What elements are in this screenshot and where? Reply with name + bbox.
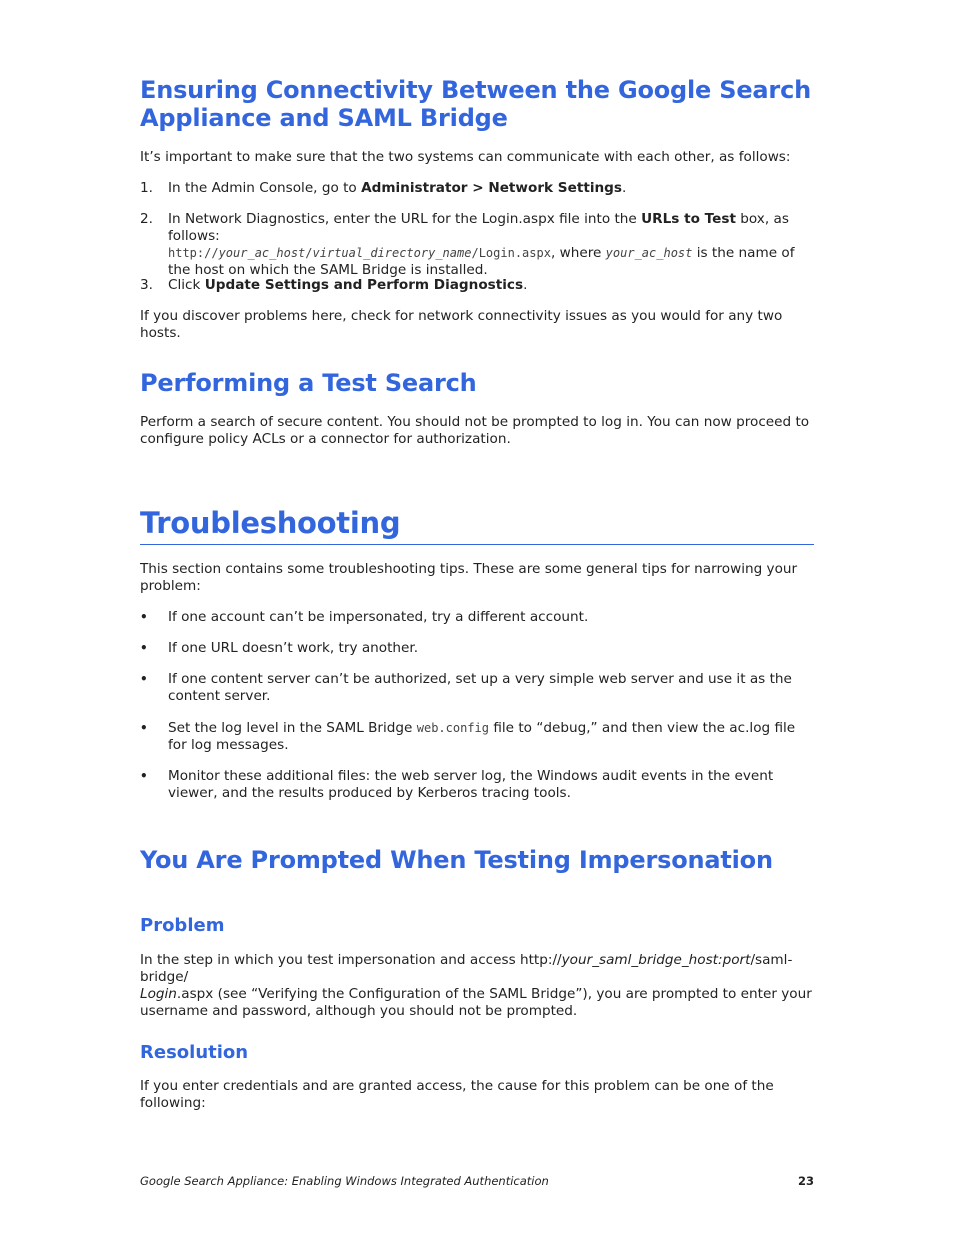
section-heading-prompted: You Are Prompted When Testing Impersonation bbox=[140, 846, 773, 874]
bullet-icon: • bbox=[140, 641, 148, 655]
tip-bullet-4: • Set the log level in the SAML Bridge web.config file to “debug,” and then view the ac.log file for log messages. bbox=[140, 720, 796, 753]
subheading-resolution: Resolution bbox=[140, 1042, 249, 1063]
tip-bullet-3: • If one content server can’t be authorized, set up a very simple web server and use it as the content server. bbox=[140, 671, 792, 704]
section-heading-test-search: Performing a Test Search bbox=[140, 369, 477, 397]
footer-title: Google Search Appliance: Enabling Windows Integrated Authentication bbox=[140, 1174, 549, 1188]
resolution-body: If you enter credentials and are granted access, the cause for this problem can be one of the following: bbox=[140, 1078, 774, 1111]
step-2: 2. In Network Diagnostics, enter the URL for the Login.aspx file into the URLs to Test box, as follows: http://your_ac_host/virtual_directory_name/Login.aspx, where your_ac_host is the name of the host on which the SAML Bridge is installed. bbox=[140, 211, 795, 278]
subheading-problem: Problem bbox=[140, 915, 225, 936]
step-number: 3. bbox=[140, 277, 153, 293]
page-footer bbox=[140, 1173, 814, 1189]
step-1: 1. In the Admin Console, go to Administrator > Network Settings. bbox=[140, 180, 627, 196]
web-config-code: web.config bbox=[416, 721, 489, 735]
page-number: 23 bbox=[797, 1174, 814, 1188]
tip-bullet-1: • If one account can’t be impersonated, try a different account. bbox=[140, 609, 589, 625]
step-number: 2. bbox=[140, 211, 153, 227]
section-heading-connectivity: Ensuring Connectivity Between the Google Search Appliance and SAML Bridge bbox=[140, 76, 811, 132]
bullet-icon: • bbox=[140, 721, 148, 735]
host-variable-code: your_ac_host bbox=[605, 246, 693, 260]
test-search-body: Perform a search of secure content. You should not be prompted to log in. You can now proceed to configure policy ACLs or a connector for authorization. bbox=[140, 414, 810, 447]
problem-body: In the step in which you test impersonation and access http://your_saml_bridge_host:port/saml-bridge/ Login.aspx (see “Verifying the Configuration of the SAML Bridge”), you are prompted to enter your username and password, although you should not be prompted. bbox=[140, 952, 812, 1019]
bullet-icon: • bbox=[140, 610, 148, 624]
heading-rule bbox=[140, 544, 814, 545]
login-url-code: http://your_ac_host/virtual_directory_name/Login.aspx bbox=[168, 246, 551, 260]
connectivity-intro: It’s important to make sure that the two systems can communicate with each other, as follows: bbox=[140, 149, 791, 165]
bullet-icon: • bbox=[140, 672, 148, 686]
step-number: 1. bbox=[140, 180, 153, 196]
troubleshooting-intro: This section contains some troubleshooting tips. These are some general tips for narrowing your problem: bbox=[140, 561, 798, 594]
step-3: 3. Click Update Settings and Perform Diagnostics. bbox=[140, 277, 528, 293]
connectivity-closing: If you discover problems here, check for network connectivity issues as you would for any two hosts. bbox=[140, 308, 783, 341]
bullet-icon: • bbox=[140, 769, 148, 783]
chapter-heading-troubleshooting: Troubleshooting bbox=[140, 506, 401, 540]
tip-bullet-5: • Monitor these additional files: the web server log, the Windows audit events in the event viewer, and the results produced by Kerberos tracing tools. bbox=[140, 768, 774, 801]
tip-bullet-2: • If one URL doesn’t work, try another. bbox=[140, 640, 419, 656]
